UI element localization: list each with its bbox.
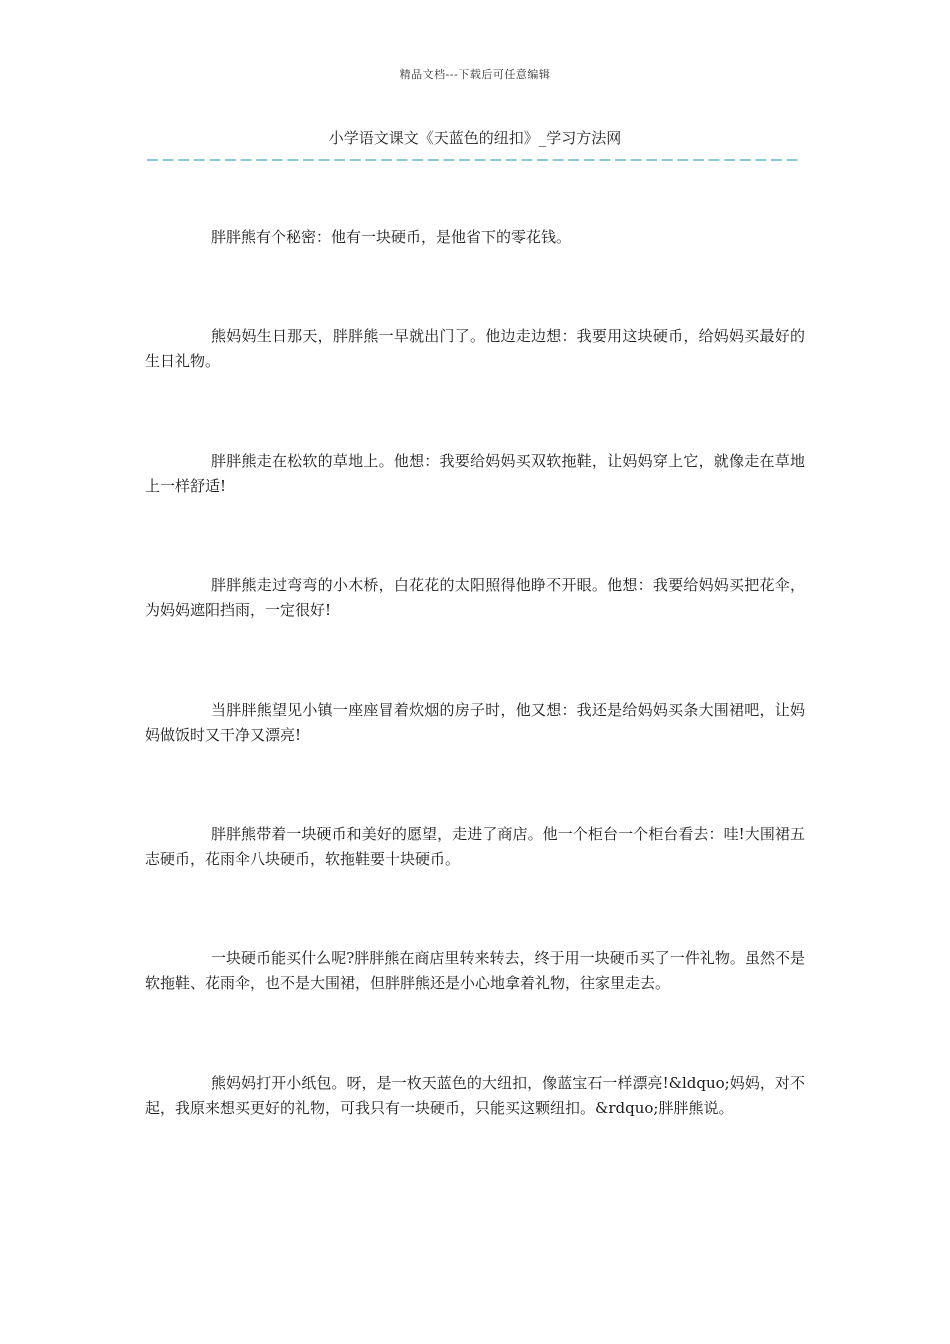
paragraph: 胖胖熊走过弯弯的小木桥，白花花的太阳照得他睁不开眼。他想：我要给妈妈买把花伞，为妈妈遮阳挡雨，一定很好! (145, 576, 805, 619)
paragraph: 胖胖熊有个秘密：他有一块硬币，是他省下的零花钱。 (211, 228, 572, 246)
document-title: 小学语文课文《天蓝色的纽扣》_学习方法网 (328, 129, 622, 147)
paragraph: 胖胖熊走在松软的草地上。他想：我要给妈妈买双软拖鞋，让妈妈穿上它，就像走在草地上一样舒适! (145, 452, 805, 495)
paragraph: 熊妈妈生日那天，胖胖熊一早就出门了。他边走边想：我要用这块硬币，给妈妈买最好的生日礼物。 (145, 327, 805, 370)
paragraph: 当胖胖熊望见小镇一座座冒着炊烟的房子时，他又想：我还是给妈妈买条大围裙吧，让妈妈做饭时又干净又漂亮! (145, 701, 805, 744)
header-note: 精品文档---下载后可任意编辑 (399, 68, 551, 81)
paragraph: 胖胖熊带着一块硬币和美好的愿望，走进了商店。他一个柜台一个柜台看去：哇!大围裙五志硬币，花雨伞八块硬币，软拖鞋要十块硬币。 (145, 825, 805, 868)
title-dashed-rule (147, 152, 801, 166)
paragraph: 熊妈妈打开小纸包。呀，是一枚天蓝色的大纽扣，像蓝宝石一样漂亮!&ldquo;妈妈，对不起，我原来想买更好的礼物，可我只有一块硬币，只能买这颗纽扣。&rdquo;胖胖熊说。 (145, 1074, 805, 1117)
paragraph: 一块硬币能买什么呢?胖胖熊在商店里转来转去，终于用一块硬币买了一件礼物。虽然不是软拖鞋、花雨伞，也不是大围裙，但胖胖熊还是小心地拿着礼物，往家里走去。 (145, 949, 805, 992)
